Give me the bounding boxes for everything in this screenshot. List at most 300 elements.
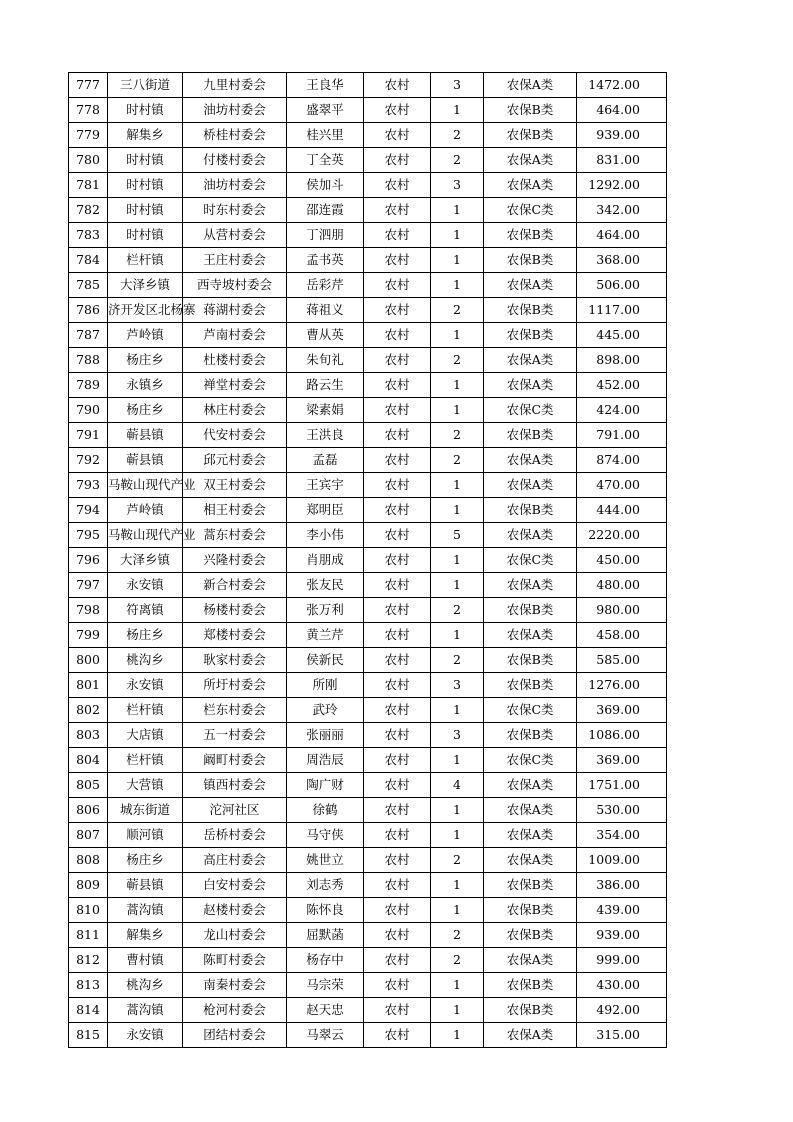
row-number-cell: 800 xyxy=(69,648,108,673)
insurance-category-cell: 农保B类 xyxy=(484,98,577,123)
township-cell: 桃沟乡 xyxy=(108,648,183,673)
village-cell: 岳桥村委会 xyxy=(183,823,287,848)
area-type-cell: 农村 xyxy=(364,98,431,123)
table-row xyxy=(69,948,667,973)
table-row xyxy=(69,73,667,98)
village-cell: 兴隆村委会 xyxy=(183,548,287,573)
row-number-cell: 814 xyxy=(69,998,108,1023)
name-cell: 李小伟 xyxy=(287,523,364,548)
township-cell: 永安镇 xyxy=(108,573,183,598)
table-body xyxy=(69,73,667,1048)
row-number-cell: 802 xyxy=(69,698,108,723)
name-cell: 孟书英 xyxy=(287,248,364,273)
household-count-cell: 2 xyxy=(431,123,484,148)
village-cell: 团结村委会 xyxy=(183,1023,287,1048)
table-row xyxy=(69,798,667,823)
insurance-category-cell: 农保A类 xyxy=(484,148,577,173)
household-count-cell: 1 xyxy=(431,223,484,248)
household-count-cell: 1 xyxy=(431,473,484,498)
table-row xyxy=(69,98,667,123)
amount-cell: 480.00 xyxy=(577,573,667,598)
amount-cell: 492.00 xyxy=(577,998,667,1023)
amount-cell: 315.00 xyxy=(577,1023,667,1048)
row-number-cell: 807 xyxy=(69,823,108,848)
insurance-category-cell: 农保C类 xyxy=(484,748,577,773)
township-cell: 杨庄乡 xyxy=(108,848,183,873)
row-number-cell: 790 xyxy=(69,398,108,423)
name-cell: 郑明臣 xyxy=(287,498,364,523)
amount-cell: 445.00 xyxy=(577,323,667,348)
township-cell: 芦岭镇 xyxy=(108,498,183,523)
name-cell: 王良华 xyxy=(287,73,364,98)
amount-cell: 2220.00 xyxy=(577,523,667,548)
village-cell: 油坊村委会 xyxy=(183,173,287,198)
household-count-cell: 1 xyxy=(431,798,484,823)
household-count-cell: 1 xyxy=(431,1023,484,1048)
village-cell: 时东村委会 xyxy=(183,198,287,223)
name-cell: 张丽丽 xyxy=(287,723,364,748)
village-cell: 付楼村委会 xyxy=(183,148,287,173)
name-cell: 刘志秀 xyxy=(287,873,364,898)
table-row xyxy=(69,398,667,423)
township-cell: 城东街道 xyxy=(108,798,183,823)
village-cell: 禅堂村委会 xyxy=(183,373,287,398)
household-count-cell: 1 xyxy=(431,698,484,723)
area-type-cell: 农村 xyxy=(364,348,431,373)
amount-cell: 1117.00 xyxy=(577,298,667,323)
area-type-cell: 农村 xyxy=(364,148,431,173)
insurance-category-cell: 农保B类 xyxy=(484,248,577,273)
household-count-cell: 1 xyxy=(431,973,484,998)
name-cell: 丁全英 xyxy=(287,148,364,173)
insurance-category-cell: 农保C类 xyxy=(484,398,577,423)
area-type-cell: 农村 xyxy=(364,923,431,948)
household-count-cell: 2 xyxy=(431,848,484,873)
village-cell: 沱河社区 xyxy=(183,798,287,823)
area-type-cell: 农村 xyxy=(364,398,431,423)
amount-cell: 464.00 xyxy=(577,98,667,123)
name-cell: 肖朋成 xyxy=(287,548,364,573)
township-cell: 时村镇 xyxy=(108,198,183,223)
amount-cell: 1009.00 xyxy=(577,848,667,873)
township-cell: 解集乡 xyxy=(108,123,183,148)
amount-cell: 980.00 xyxy=(577,598,667,623)
insurance-category-cell: 农保A类 xyxy=(484,348,577,373)
row-number-cell: 787 xyxy=(69,323,108,348)
row-number-cell: 795 xyxy=(69,523,108,548)
name-cell: 丁泗朋 xyxy=(287,223,364,248)
village-cell: 九里村委会 xyxy=(183,73,287,98)
table-row xyxy=(69,923,667,948)
household-count-cell: 4 xyxy=(431,773,484,798)
name-cell: 马翠云 xyxy=(287,1023,364,1048)
household-count-cell: 1 xyxy=(431,398,484,423)
area-type-cell: 农村 xyxy=(364,748,431,773)
name-cell: 陈怀良 xyxy=(287,898,364,923)
township-cell: 蕲县镇 xyxy=(108,873,183,898)
township-cell: 杨庄乡 xyxy=(108,398,183,423)
row-number-cell: 804 xyxy=(69,748,108,773)
amount-cell: 999.00 xyxy=(577,948,667,973)
amount-cell: 386.00 xyxy=(577,873,667,898)
household-count-cell: 1 xyxy=(431,823,484,848)
village-cell: 龙山村委会 xyxy=(183,923,287,948)
table-row xyxy=(69,1023,667,1048)
table-row xyxy=(69,448,667,473)
row-number-cell: 798 xyxy=(69,598,108,623)
household-count-cell: 1 xyxy=(431,273,484,298)
township-cell: 时村镇 xyxy=(108,173,183,198)
row-number-cell: 813 xyxy=(69,973,108,998)
township-cell: 时村镇 xyxy=(108,223,183,248)
area-type-cell: 农村 xyxy=(364,648,431,673)
name-cell: 赵天忠 xyxy=(287,998,364,1023)
area-type-cell: 农村 xyxy=(364,123,431,148)
insurance-category-cell: 农保A类 xyxy=(484,798,577,823)
township-cell: 符离镇 xyxy=(108,598,183,623)
insurance-category-cell: 农保B类 xyxy=(484,673,577,698)
table-row xyxy=(69,248,667,273)
table-row xyxy=(69,673,667,698)
village-cell: 白安村委会 xyxy=(183,873,287,898)
name-cell: 马宗荣 xyxy=(287,973,364,998)
household-count-cell: 2 xyxy=(431,948,484,973)
name-cell: 岳彩芹 xyxy=(287,273,364,298)
amount-cell: 1472.00 xyxy=(577,73,667,98)
table-row xyxy=(69,348,667,373)
name-cell: 侯新民 xyxy=(287,648,364,673)
table-row xyxy=(69,723,667,748)
table-row xyxy=(69,123,667,148)
village-cell: 邱元村委会 xyxy=(183,448,287,473)
row-number-cell: 786 xyxy=(69,298,108,323)
village-cell: 蒿东村委会 xyxy=(183,523,287,548)
insurance-category-cell: 农保B类 xyxy=(484,298,577,323)
row-number-cell: 815 xyxy=(69,1023,108,1048)
table-row xyxy=(69,148,667,173)
township-cell: 芦岭镇 xyxy=(108,323,183,348)
township-cell: 解集乡 xyxy=(108,923,183,948)
area-type-cell: 农村 xyxy=(364,373,431,398)
area-type-cell: 农村 xyxy=(364,823,431,848)
village-cell: 相王村委会 xyxy=(183,498,287,523)
amount-cell: 464.00 xyxy=(577,223,667,248)
table-row xyxy=(69,223,667,248)
amount-cell: 452.00 xyxy=(577,373,667,398)
row-number-cell: 794 xyxy=(69,498,108,523)
household-count-cell: 1 xyxy=(431,498,484,523)
area-type-cell: 农村 xyxy=(364,73,431,98)
village-cell: 从营村委会 xyxy=(183,223,287,248)
insurance-category-cell: 农保B类 xyxy=(484,973,577,998)
table-row xyxy=(69,848,667,873)
village-cell: 桥桂村委会 xyxy=(183,123,287,148)
table-row xyxy=(69,598,667,623)
row-number-cell: 778 xyxy=(69,98,108,123)
village-cell: 所圩村委会 xyxy=(183,673,287,698)
name-cell: 王宾宇 xyxy=(287,473,364,498)
amount-cell: 444.00 xyxy=(577,498,667,523)
amount-cell: 342.00 xyxy=(577,198,667,223)
area-type-cell: 农村 xyxy=(364,248,431,273)
table-row xyxy=(69,173,667,198)
table-row xyxy=(69,298,667,323)
name-cell: 武玲 xyxy=(287,698,364,723)
village-cell: 镇西村委会 xyxy=(183,773,287,798)
area-type-cell: 农村 xyxy=(364,848,431,873)
village-cell: 枪河村委会 xyxy=(183,998,287,1023)
row-number-cell: 797 xyxy=(69,573,108,598)
area-type-cell: 农村 xyxy=(364,998,431,1023)
insurance-category-cell: 农保B类 xyxy=(484,423,577,448)
household-count-cell: 2 xyxy=(431,598,484,623)
township-cell: 永安镇 xyxy=(108,1023,183,1048)
area-type-cell: 农村 xyxy=(364,423,431,448)
row-number-cell: 806 xyxy=(69,798,108,823)
insurance-category-cell: 农保B类 xyxy=(484,723,577,748)
household-count-cell: 1 xyxy=(431,573,484,598)
name-cell: 盛翠平 xyxy=(287,98,364,123)
village-cell: 蒋湖村委会 xyxy=(183,298,287,323)
insurance-category-cell: 农保A类 xyxy=(484,173,577,198)
household-count-cell: 3 xyxy=(431,723,484,748)
row-number-cell: 810 xyxy=(69,898,108,923)
area-type-cell: 农村 xyxy=(364,973,431,998)
insurance-category-cell: 农保B类 xyxy=(484,498,577,523)
area-type-cell: 农村 xyxy=(364,323,431,348)
row-number-cell: 782 xyxy=(69,198,108,223)
household-count-cell: 1 xyxy=(431,623,484,648)
row-number-cell: 809 xyxy=(69,873,108,898)
table-row xyxy=(69,698,667,723)
insurance-category-cell: 农保A类 xyxy=(484,273,577,298)
insurance-category-cell: 农保B类 xyxy=(484,323,577,348)
household-count-cell: 2 xyxy=(431,148,484,173)
amount-cell: 939.00 xyxy=(577,123,667,148)
name-cell: 梁素娟 xyxy=(287,398,364,423)
amount-cell: 354.00 xyxy=(577,823,667,848)
table-row xyxy=(69,773,667,798)
village-cell: 五一村委会 xyxy=(183,723,287,748)
name-cell: 杨存中 xyxy=(287,948,364,973)
data-table xyxy=(68,72,667,1048)
table-row xyxy=(69,498,667,523)
area-type-cell: 农村 xyxy=(364,773,431,798)
village-cell: 陈町村委会 xyxy=(183,948,287,973)
insurance-category-cell: 农保B类 xyxy=(484,123,577,148)
household-count-cell: 1 xyxy=(431,873,484,898)
row-number-cell: 808 xyxy=(69,848,108,873)
insurance-category-cell: 农保B类 xyxy=(484,873,577,898)
row-number-cell: 785 xyxy=(69,273,108,298)
name-cell: 屈默菡 xyxy=(287,923,364,948)
township-cell: 顺河镇 xyxy=(108,823,183,848)
insurance-category-cell: 农保A类 xyxy=(484,948,577,973)
township-cell: 三八街道 xyxy=(108,73,183,98)
table-row xyxy=(69,648,667,673)
amount-cell: 874.00 xyxy=(577,448,667,473)
table-row xyxy=(69,273,667,298)
insurance-category-cell: 农保A类 xyxy=(484,823,577,848)
township-cell: 杨庄乡 xyxy=(108,623,183,648)
area-type-cell: 农村 xyxy=(364,573,431,598)
household-count-cell: 2 xyxy=(431,348,484,373)
township-cell: 蒿沟镇 xyxy=(108,898,183,923)
insurance-category-cell: 农保A类 xyxy=(484,373,577,398)
area-type-cell: 农村 xyxy=(364,498,431,523)
township-cell: 蕲县镇 xyxy=(108,423,183,448)
area-type-cell: 农村 xyxy=(364,1023,431,1048)
insurance-category-cell: 农保A类 xyxy=(484,573,577,598)
row-number-cell: 805 xyxy=(69,773,108,798)
village-cell: 双王村委会 xyxy=(183,473,287,498)
household-count-cell: 2 xyxy=(431,448,484,473)
name-cell: 马守侠 xyxy=(287,823,364,848)
township-cell: 马鞍山现代产业 xyxy=(108,523,183,548)
township-cell: 马鞍山现代产业 xyxy=(108,473,183,498)
insurance-category-cell: 农保A类 xyxy=(484,448,577,473)
township-cell: 大泽乡镇 xyxy=(108,548,183,573)
amount-cell: 458.00 xyxy=(577,623,667,648)
area-type-cell: 农村 xyxy=(364,723,431,748)
household-count-cell: 2 xyxy=(431,298,484,323)
household-count-cell: 1 xyxy=(431,198,484,223)
insurance-category-cell: 农保B类 xyxy=(484,923,577,948)
village-cell: 栏东村委会 xyxy=(183,698,287,723)
amount-cell: 439.00 xyxy=(577,898,667,923)
area-type-cell: 农村 xyxy=(364,273,431,298)
amount-cell: 424.00 xyxy=(577,398,667,423)
name-cell: 王洪良 xyxy=(287,423,364,448)
household-count-cell: 1 xyxy=(431,548,484,573)
row-number-cell: 792 xyxy=(69,448,108,473)
row-number-cell: 796 xyxy=(69,548,108,573)
insurance-category-cell: 农保B类 xyxy=(484,223,577,248)
name-cell: 路云生 xyxy=(287,373,364,398)
area-type-cell: 农村 xyxy=(364,298,431,323)
household-count-cell: 1 xyxy=(431,98,484,123)
household-count-cell: 5 xyxy=(431,523,484,548)
township-cell: 栏杆镇 xyxy=(108,698,183,723)
area-type-cell: 农村 xyxy=(364,223,431,248)
area-type-cell: 农村 xyxy=(364,448,431,473)
village-cell: 林庄村委会 xyxy=(183,398,287,423)
township-cell: 曹村镇 xyxy=(108,948,183,973)
table-row xyxy=(69,573,667,598)
township-cell: 时村镇 xyxy=(108,148,183,173)
household-count-cell: 2 xyxy=(431,648,484,673)
insurance-category-cell: 农保B类 xyxy=(484,648,577,673)
name-cell: 陶广财 xyxy=(287,773,364,798)
row-number-cell: 793 xyxy=(69,473,108,498)
area-type-cell: 农村 xyxy=(364,873,431,898)
household-count-cell: 3 xyxy=(431,673,484,698)
township-cell: 大营镇 xyxy=(108,773,183,798)
amount-cell: 939.00 xyxy=(577,923,667,948)
table-row xyxy=(69,473,667,498)
insurance-category-cell: 农保C类 xyxy=(484,548,577,573)
amount-cell: 369.00 xyxy=(577,748,667,773)
household-count-cell: 1 xyxy=(431,248,484,273)
amount-cell: 506.00 xyxy=(577,273,667,298)
village-cell: 代安村委会 xyxy=(183,423,287,448)
area-type-cell: 农村 xyxy=(364,198,431,223)
name-cell: 曹从英 xyxy=(287,323,364,348)
amount-cell: 1086.00 xyxy=(577,723,667,748)
amount-cell: 1751.00 xyxy=(577,773,667,798)
village-cell: 杜楼村委会 xyxy=(183,348,287,373)
table-row xyxy=(69,898,667,923)
amount-cell: 450.00 xyxy=(577,548,667,573)
household-count-cell: 1 xyxy=(431,748,484,773)
row-number-cell: 781 xyxy=(69,173,108,198)
row-number-cell: 801 xyxy=(69,673,108,698)
household-count-cell: 3 xyxy=(431,173,484,198)
table-row xyxy=(69,323,667,348)
township-cell: 大泽乡镇 xyxy=(108,273,183,298)
village-cell: 油坊村委会 xyxy=(183,98,287,123)
table-row xyxy=(69,198,667,223)
area-type-cell: 农村 xyxy=(364,948,431,973)
name-cell: 所刚 xyxy=(287,673,364,698)
amount-cell: 585.00 xyxy=(577,648,667,673)
village-cell: 芦南村委会 xyxy=(183,323,287,348)
name-cell: 张万利 xyxy=(287,598,364,623)
row-number-cell: 789 xyxy=(69,373,108,398)
amount-cell: 791.00 xyxy=(577,423,667,448)
area-type-cell: 农村 xyxy=(364,548,431,573)
household-count-cell: 1 xyxy=(431,323,484,348)
area-type-cell: 农村 xyxy=(364,598,431,623)
table-row xyxy=(69,623,667,648)
insurance-category-cell: 农保A类 xyxy=(484,848,577,873)
amount-cell: 898.00 xyxy=(577,348,667,373)
village-cell: 高庄村委会 xyxy=(183,848,287,873)
table-row xyxy=(69,748,667,773)
township-cell: 永安镇 xyxy=(108,673,183,698)
area-type-cell: 农村 xyxy=(364,673,431,698)
table-row xyxy=(69,873,667,898)
name-cell: 蒋祖义 xyxy=(287,298,364,323)
name-cell: 邵连霞 xyxy=(287,198,364,223)
area-type-cell: 农村 xyxy=(364,798,431,823)
insurance-category-cell: 农保A类 xyxy=(484,1023,577,1048)
village-cell: 西寺坡村委会 xyxy=(183,273,287,298)
township-cell: 杨庄乡 xyxy=(108,348,183,373)
amount-cell: 831.00 xyxy=(577,148,667,173)
area-type-cell: 农村 xyxy=(364,898,431,923)
area-type-cell: 农村 xyxy=(364,473,431,498)
amount-cell: 430.00 xyxy=(577,973,667,998)
household-count-cell: 1 xyxy=(431,898,484,923)
table-row xyxy=(69,823,667,848)
household-count-cell: 2 xyxy=(431,423,484,448)
township-cell: 蒿沟镇 xyxy=(108,998,183,1023)
amount-cell: 470.00 xyxy=(577,473,667,498)
table-row xyxy=(69,423,667,448)
row-number-cell: 791 xyxy=(69,423,108,448)
household-count-cell: 3 xyxy=(431,73,484,98)
insurance-category-cell: 农保A类 xyxy=(484,773,577,798)
name-cell: 侯加斗 xyxy=(287,173,364,198)
area-type-cell: 农村 xyxy=(364,623,431,648)
table-row xyxy=(69,548,667,573)
row-number-cell: 780 xyxy=(69,148,108,173)
village-cell: 杨楼村委会 xyxy=(183,598,287,623)
row-number-cell: 799 xyxy=(69,623,108,648)
area-type-cell: 农村 xyxy=(364,698,431,723)
name-cell: 孟磊 xyxy=(287,448,364,473)
